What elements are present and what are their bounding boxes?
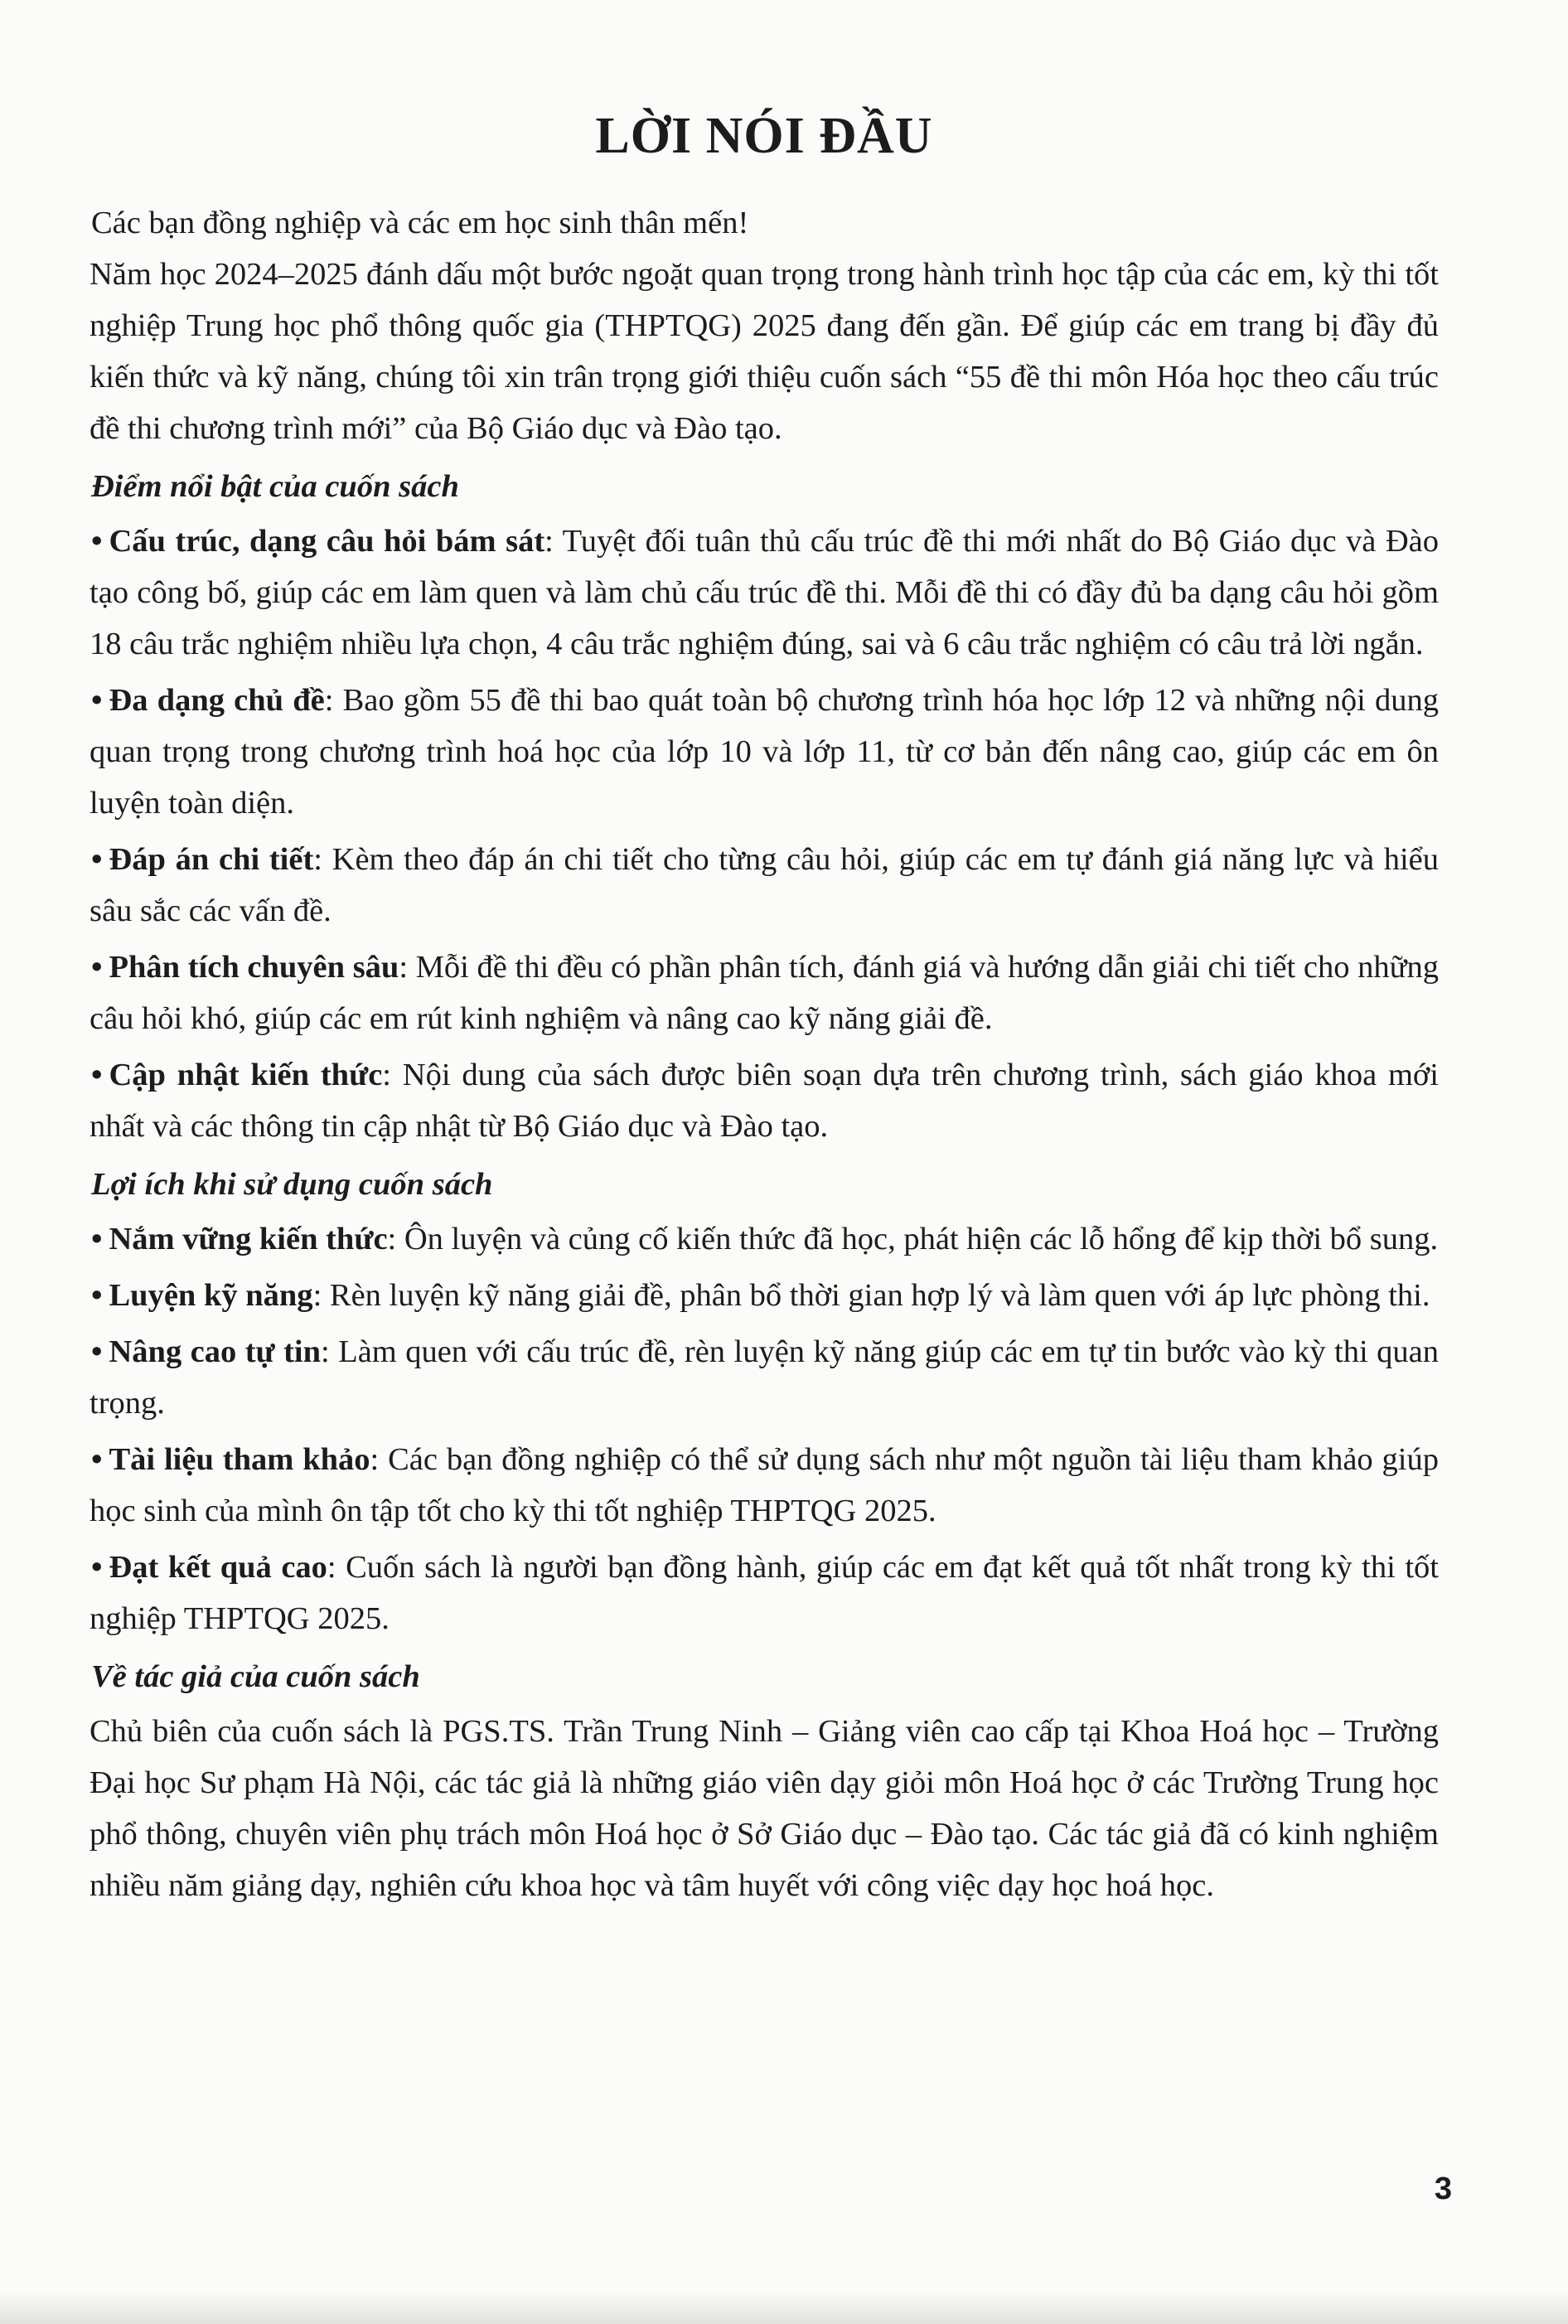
page-title: LỜI NÓI ĐẦU (595, 108, 933, 164)
bullet-item (90, 1049, 1439, 1152)
bullet-lead: Nâng cao tự tin (109, 1334, 322, 1370)
bullet-text: : Tuyệt đối tuân thủ cấu trúc đề thi mới nhất do Bộ Giáo dục và Đào tạo công bố, giúp các em làm quen và làm chủ cấu trúc đề thi. Mỗi đề thi có đầy đủ ba dạng câu hỏi gồm 18 câu trắc nghiệm nhiều lựa chọn, 4 câu trắc nghiệm đúng, sai và 6 câu trắc nghiệm có câu trả lời ngắn. (90, 524, 1440, 662)
section-heading-highlights: Điểm nổi bật của cuốn sách (91, 469, 459, 505)
bullet-lead: Nắm vững kiến thức (109, 1222, 388, 1257)
bullet-text: : Mỗi đề thi đều có phần phân tích, đánh giá và hướng dẫn giải chi tiết cho những câu hỏi khó, giúp các em rút kinh nghiệm và nâng cao kỹ năng giải đề. (90, 950, 1439, 1037)
bullet-lead: Tài liệu tham khảo (109, 1442, 370, 1478)
bullet-text: : Bao gồm 55 đề thi bao quát toàn bộ chương trình hóa học lớp 12 và những nội dung quan trọng trong chương trình hoá học của lớp 10 và lớp 11, từ cơ bản đến nâng cao, giúp các em ôn luyện toàn diện. (90, 683, 1439, 821)
bullet-lead: Luyện kỹ năng (109, 1278, 313, 1314)
bullet-item (90, 1542, 1439, 1644)
bullet-text: : Làm quen với cấu trúc đề, rèn luyện kỹ năng giúp các em tự tin bước vào kỳ thi quan trọng. (90, 1334, 1439, 1421)
bullet-item (90, 1213, 1439, 1265)
author-paragraph: Chủ biên của cuốn sách là PGS.TS. Trần Trung Ninh – Giảng viên cao cấp tại Khoa Hoá học – Trường Đại học Sư phạm Hà Nội, các tác giả là những giáo viên dạy giỏi môn Hoá học ở các Trường Trung học phổ thông, chuyên viên phụ trách môn Hoá học ở Sở Giáo dục – Đào tạo. Các tác giả đã có kinh nghiệm nhiều năm giảng dạy, nghiên cứu khoa học và tâm huyết với công việc dạy học hoá học. (90, 1714, 1439, 1904)
page-number: 3 (1434, 2171, 1452, 2206)
bullet-item (90, 834, 1439, 937)
bullet-lead: Đa dạng chủ đề (109, 683, 325, 719)
greeting: Các bạn đồng nghiệp và các em học sinh thân mến! (91, 206, 749, 241)
bullet-icon: • (91, 524, 103, 559)
bullet-text: : Ôn luyện và củng cố kiến thức đã học, phát hiện các lỗ hổng để kịp thời bổ sung. (387, 1222, 1439, 1257)
bullet-icon: • (91, 842, 103, 878)
bullet-text: : Rèn luyện kỹ năng giải đề, phân bổ thời gian hợp lý và làm quen với áp lực phòng thi. (312, 1278, 1430, 1314)
bullet-item (90, 675, 1439, 829)
bullet-icon: • (91, 950, 103, 985)
bullet-lead: Đáp án chi tiết (109, 842, 314, 878)
page-content (90, 108, 1439, 1911)
bullet-item (90, 516, 1439, 670)
bullet-lead: Cập nhật kiến thức (109, 1058, 383, 1093)
bullet-item (90, 1270, 1439, 1321)
bullet-text: : Các bạn đồng nghiệp có thể sử dụng sách như một nguồn tài liệu tham khảo giúp học sinh của mình ôn tập tốt cho kỳ thi tốt nghiệp THPTQG 2025. (90, 1442, 1439, 1529)
section-heading-benefits: Lợi ích khi sử dụng cuốn sách (91, 1167, 493, 1203)
bullet-icon: • (91, 1442, 103, 1478)
bullet-text: : Nội dung của sách được biên soạn dựa trên chương trình, sách giáo khoa mới nhất và các thông tin cập nhật từ Bộ Giáo dục và Đào tạo. (90, 1058, 1439, 1145)
bullet-item (90, 1434, 1439, 1537)
bullet-item (90, 942, 1439, 1044)
bullet-lead: Phân tích chuyên sâu (109, 950, 399, 985)
section-heading-authors: Về tác giả của cuốn sách (91, 1659, 420, 1695)
intro-paragraph: Năm học 2024–2025 đánh dấu một bước ngoặt quan trọng trong hành trình học tập của các em, kỳ thi tốt nghiệp Trung học phổ thông quốc gia (THPTQG) 2025 đang đến gần. Để giúp các em trang bị đầy đủ kiến thức và kỹ năng, chúng tôi xin trân trọng giới thiệu cuốn sách “55 đề thi môn Hóa học theo cấu trúc đề thi chương trình mới” của Bộ Giáo dục và Đào tạo. (90, 257, 1439, 447)
bullet-icon: • (91, 1222, 103, 1257)
bullet-icon: • (91, 1334, 103, 1370)
bullet-text: : Cuốn sách là người bạn đồng hành, giúp các em đạt kết quả tốt nhất trong kỳ thi tốt nghiệp THPTQG 2025. (90, 1550, 1439, 1637)
bullet-icon: • (91, 1550, 103, 1586)
bullet-lead: Cấu trúc, dạng câu hỏi bám sát (109, 524, 545, 559)
bullet-item (90, 1326, 1439, 1429)
bullet-text: : Kèm theo đáp án chi tiết cho từng câu hỏi, giúp các em tự đánh giá năng lực và hiểu sâu sắc các vấn đề. (90, 842, 1440, 929)
page-edge-shadow (0, 2291, 1568, 2324)
bullet-icon: • (91, 1278, 103, 1314)
bullet-icon: • (91, 1058, 103, 1093)
bullet-icon: • (91, 683, 103, 719)
bullet-lead: Đạt kết quả cao (109, 1550, 327, 1586)
